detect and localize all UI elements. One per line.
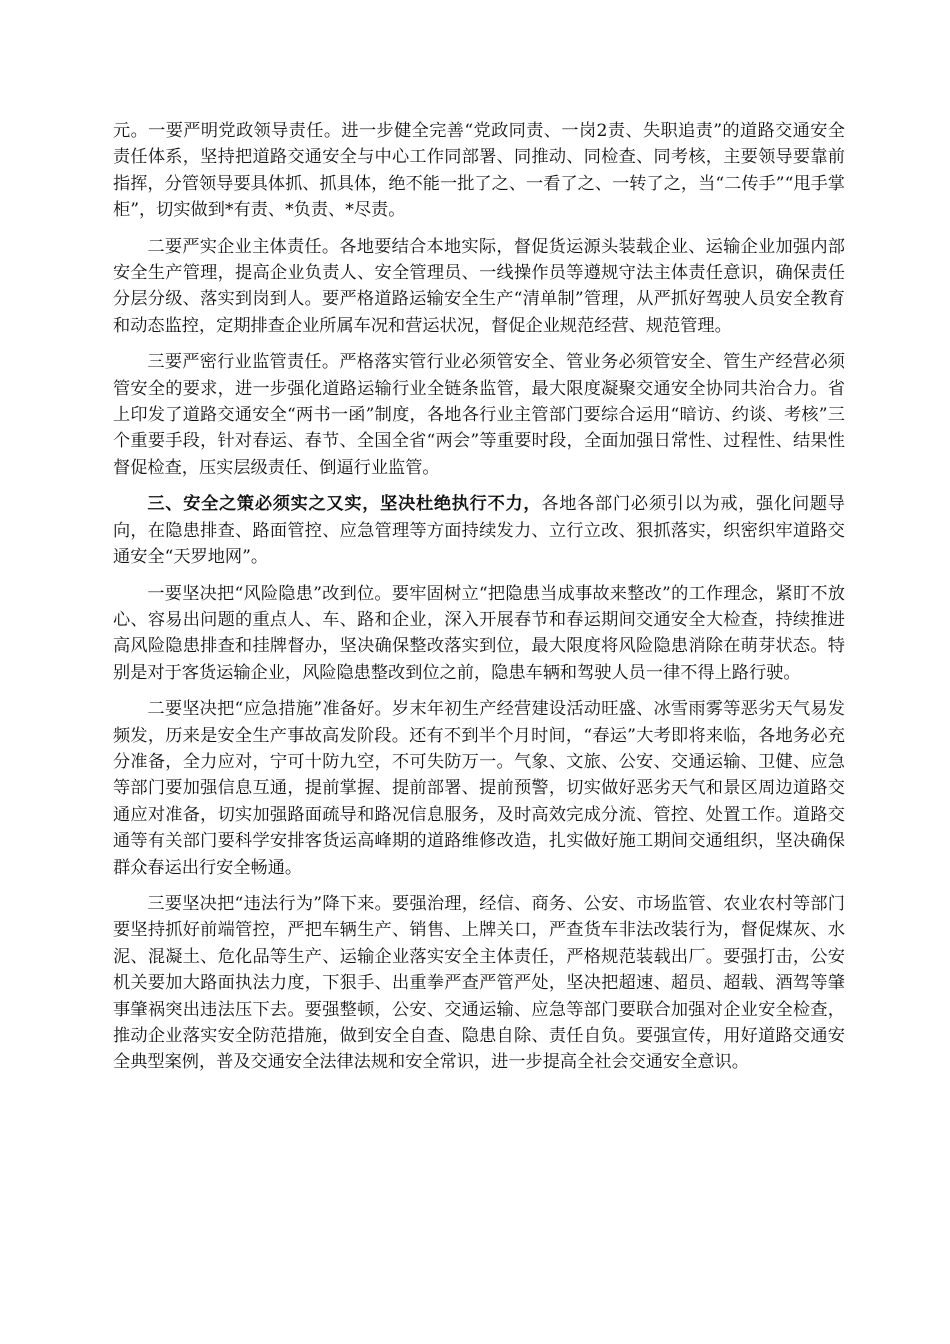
paragraph-1-text: 元。一要严明党政领导责任。进一步健全完善“党政同责、一岗2责、失职追责”的道路交通安全责任体系，坚持把道路交通安全与中心工作同部署、同推动、同检查、同考核，主要领导要靠前指挥，分管领导要具体抓、抓具体，绝不能一批了之、一看了之、一转了之，当“二传手”“甩手掌柜”，切实做到*有责、*负责、*尽责。 [113, 121, 845, 221]
paragraph-6-text: 二要坚决把“应急措施”准备好。岁末年初生产经营建设活动旺盛、冰雪雨雾等恶劣天气易发频发，历来是安全生产事故高发阶段。还有不到半个月时间，“春运”大考即将来临，各地务必充分准备，全力应对，宁可十防九空，不可失防万一。气象、文旅、公安、交通运输、卫健、应急等部门要加强信息互通，提前掌握、提前部署、提前预警，切实做好恶劣天气和景区周边道路交通应对准备，切实加强路面疏导和路况信息服务，及时高效完成分流、管控、处置工作。道路交通等有关部门要科学安排客货运高峰期的道路维修改造，扎实做好施工期间交通组织，坚决确保群众春运出行安全畅通。 [113, 699, 845, 878]
paragraph-2 [113, 234, 845, 340]
paragraph-5-text: 一要坚决把“风险隐患”改到位。要牢固树立“把隐患当成事故来整改”的工作理念，紧盯不放心、容易出问题的重点人、车、路和企业，深入开展春节和春运期间交通安全大检查，持续推进高风险隐患排查和挂牌督办，坚决确保整改落实到位，最大限度将风险隐患消除在萌芽状态。特别是对于客货运输企业，风险隐患整改到位之前，隐患车辆和驾驶人员一律不得上路行驶。 [113, 583, 845, 683]
paragraph-3-text: 三要严密行业监管责任。严格落实管行业必须管安全、管业务必须管安全、管生产经营必须管安全的要求，进一步强化道路运输行业全链条监管，最大限度凝聚交通安全协同共治合力。省上印发了道路交通安全“两书一函”制度，各地各行业主管部门要综合运用“暗访、约谈、考核”三个重要手段，针对春运、春节、全国全省“两会”等重要时段，全面加强日常性、过程性、结果性督促检查，压实层级责任、倒逼行业监管。 [113, 352, 845, 478]
paragraph-1 [113, 118, 845, 224]
paragraph-2-text: 二要严实企业主体责任。各地要结合本地实际，督促货运源头装载企业、运输企业加强内部安全生产管理，提高企业负责人、安全管理员、一线操作员等遵规守法主体责任意识，确保责任分层分级、落实到岗到人。要严格道路运输安全生产“清单制”管理，从严抓好驾驶人员安全教育和动态监控，定期排查企业所属车况和营运状况，督促企业规范经营、规范管理。 [113, 236, 845, 336]
paragraph-6 [113, 696, 845, 881]
document-body [113, 118, 845, 1086]
paragraph-4 [113, 491, 845, 570]
paragraph-5 [113, 581, 845, 687]
section-heading: 三、安全之策必须实之又实，坚决杜绝执行不力， [147, 494, 542, 515]
paragraph-3 [113, 349, 845, 481]
paragraph-7-text: 三要坚决把“违法行为”降下来。要强治理，经信、商务、公安、市场监管、农业农村等部门要坚持抓好前端管控，严把车辆生产、销售、上牌关口，严查货车非法改装行为，督促煤灰、水泥、混凝土、危化品等生产、运输企业落实安全主体责任，严格规范装载出厂。要强打击，公安机关要加大路面执法力度，下狠手、出重拳严查严管严处，坚决把超速、超员、超载、酒驾等肇事肇祸突出违法压下去。要强整顿，公安、交通运输、应急等部门要联合加强对企业安全检查，推动企业落实安全防范措施，做到安全自查、隐患自除、责任自负。要强宣传，用好道路交通安全典型案例，普及交通安全法律法规和安全常识，进一步提高全社会交通安全意识。 [113, 893, 845, 1073]
paragraph-4-text: 各地各部门必须引以为戒，强化问题导向，在隐患排查、路面管控、应急管理等方面持续发力、立行立改、狠抓落实，织密织牢道路交通安全“天罗地网”。 [113, 494, 845, 568]
paragraph-7 [113, 891, 845, 1076]
